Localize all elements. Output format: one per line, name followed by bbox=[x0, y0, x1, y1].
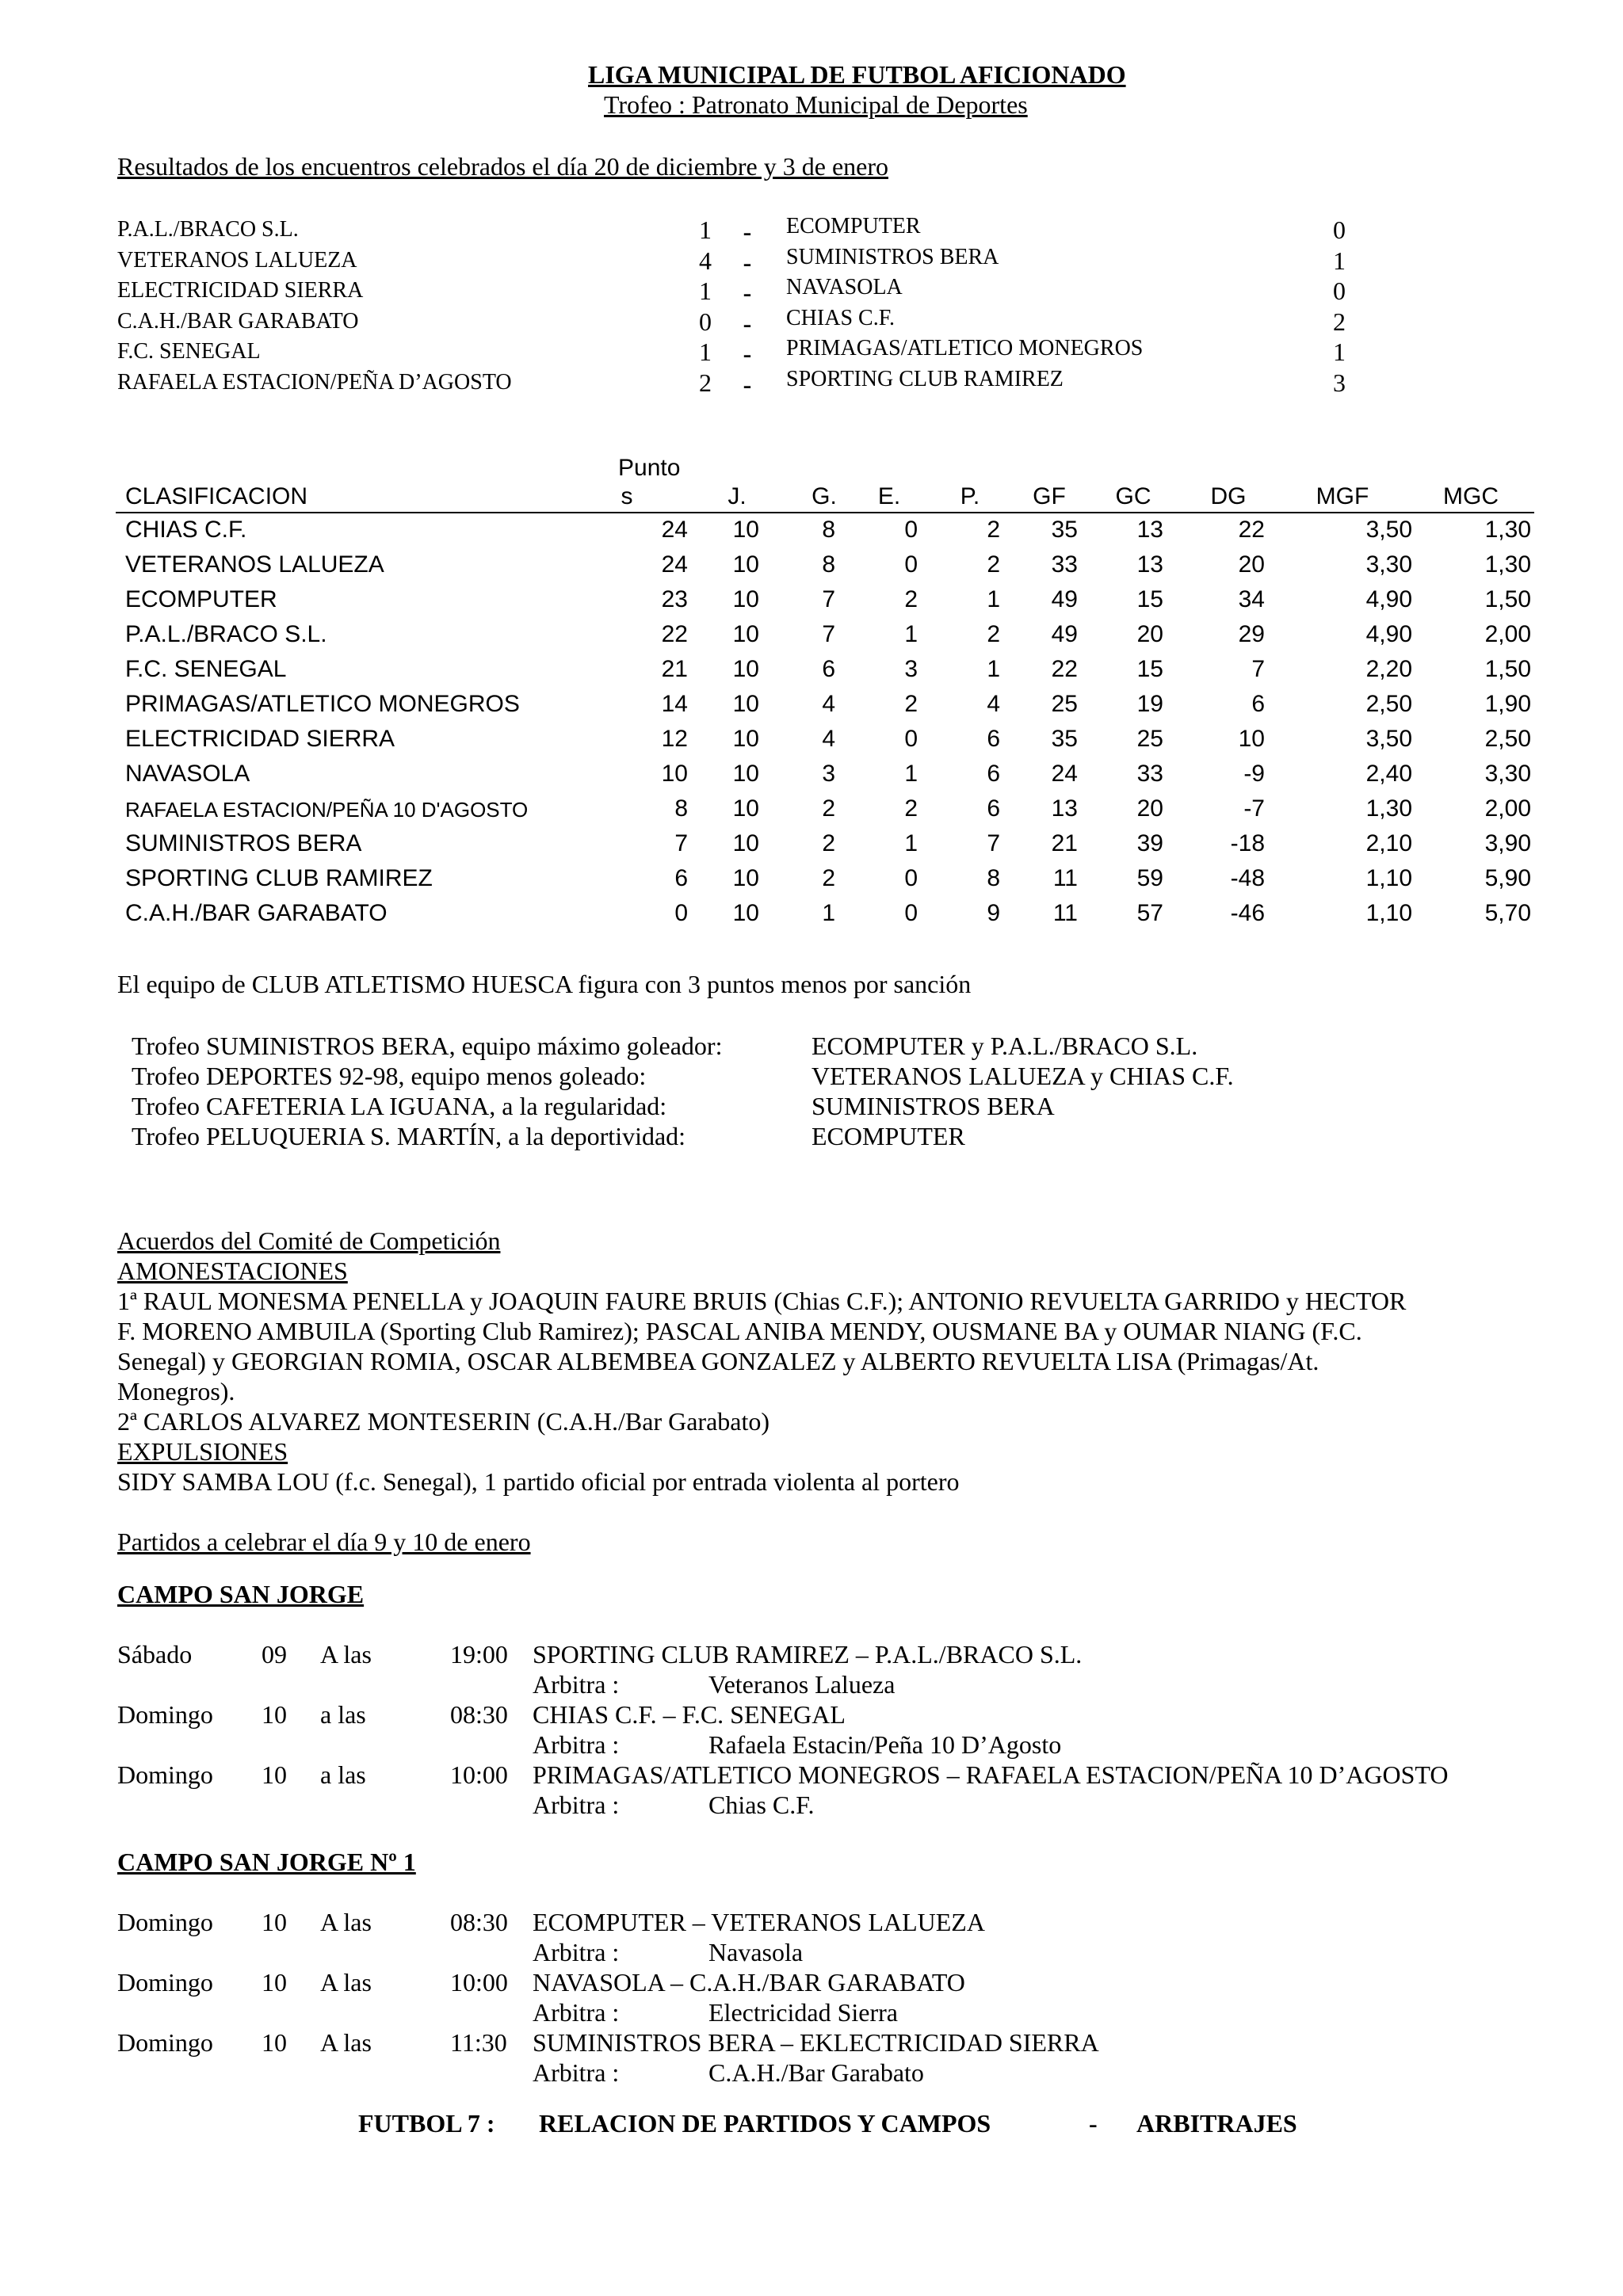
match-time: 08:30 bbox=[450, 1908, 508, 1936]
standings-e: 0 bbox=[904, 551, 918, 578]
match-date: 09 bbox=[262, 1640, 287, 1669]
footer-dash: - bbox=[1089, 2109, 1098, 2138]
match-at: A las bbox=[320, 1968, 372, 1997]
standings-team: ELECTRICIDAD SIERRA bbox=[125, 726, 395, 752]
warnings-line: F. MORENO AMBUILA (Sporting Club Ramirez); PASCAL ANIBA MENDY, OUSMANE BA y OUMAR NIANG (F.C. bbox=[117, 1317, 1362, 1345]
standings-pts: 24 bbox=[661, 551, 688, 578]
result-separator: - bbox=[743, 278, 752, 307]
match-time: 10:00 bbox=[450, 1760, 508, 1789]
result-home-score: 0 bbox=[699, 307, 712, 336]
standings-dg: 7 bbox=[1251, 656, 1265, 682]
match-referee: C.A.H./Bar Garabato bbox=[708, 2058, 924, 2087]
standings-p: 1 bbox=[987, 656, 1000, 682]
standings-gf: 35 bbox=[1051, 517, 1078, 543]
trophy-winner: SUMINISTROS BERA bbox=[812, 1092, 1055, 1120]
standings-dg: -46 bbox=[1230, 900, 1265, 926]
standings-gf: 49 bbox=[1051, 586, 1078, 612]
standings-gc: 25 bbox=[1136, 726, 1163, 752]
standings-e: 0 bbox=[904, 900, 918, 926]
standings-dg: -7 bbox=[1243, 795, 1265, 822]
warnings-line: 2ª CARLOS ALVAREZ MONTESERIN (C.A.H./Bar Garabato) bbox=[117, 1407, 770, 1436]
result-away-score: 1 bbox=[1333, 338, 1346, 366]
standings-j: 10 bbox=[732, 830, 759, 856]
standings-j: 10 bbox=[732, 656, 759, 682]
standings-j: 10 bbox=[732, 551, 759, 578]
standings-g: 8 bbox=[822, 551, 835, 578]
standings-p: 2 bbox=[987, 517, 1000, 543]
standings-gf: 11 bbox=[1052, 900, 1078, 926]
standings-header-gc: GC bbox=[1115, 483, 1151, 509]
standings-e: 0 bbox=[904, 865, 918, 891]
standings-team: C.A.H./BAR GARABATO bbox=[125, 900, 388, 926]
standings-team: SUMINISTROS BERA bbox=[125, 830, 362, 856]
match-day: Domingo bbox=[117, 1968, 213, 1997]
standings-header-team: CLASIFICACION bbox=[125, 483, 308, 509]
standings-g: 2 bbox=[822, 795, 835, 822]
standings-mgc: 1,30 bbox=[1484, 517, 1531, 543]
standings-team: RAFAELA ESTACION/PEÑA 10 D'AGOSTO bbox=[125, 798, 529, 822]
standings-pts: 7 bbox=[674, 830, 688, 856]
sanction-note: El equipo de CLUB ATLETISMO HUESCA figura con 3 puntos menos por sanción bbox=[117, 970, 972, 998]
standings-gc: 57 bbox=[1136, 900, 1163, 926]
standings-e: 2 bbox=[904, 691, 918, 717]
standings-e: 2 bbox=[904, 795, 918, 822]
match-referee-label: Arbitra : bbox=[533, 2058, 620, 2087]
standings-g: 2 bbox=[822, 865, 835, 891]
result-home-score: 1 bbox=[699, 215, 712, 244]
standings-e: 2 bbox=[904, 586, 918, 612]
standings-mgc: 2,50 bbox=[1484, 726, 1531, 752]
standings-header-dg: DG bbox=[1210, 483, 1247, 509]
schedule-heading: Partidos a celebrar el día 9 y 10 de enero bbox=[117, 1527, 531, 1556]
standings-p: 6 bbox=[987, 726, 1000, 752]
result-home-score: 4 bbox=[699, 246, 712, 275]
result-separator: - bbox=[743, 370, 752, 399]
result-home-team: VETERANOS LALUEZA bbox=[117, 248, 357, 273]
standings-team: ECOMPUTER bbox=[125, 586, 277, 612]
match-day: Sábado bbox=[117, 1640, 193, 1669]
standings-gf: 13 bbox=[1051, 795, 1078, 822]
trophy-label: Trofeo SUMINISTROS BERA, equipo máximo goleador: bbox=[132, 1032, 723, 1060]
standings-gf: 24 bbox=[1051, 761, 1078, 787]
trophy-label: Trofeo CAFETERIA LA IGUANA, a la regularidad: bbox=[132, 1092, 667, 1120]
warnings-heading: AMONESTACIONES bbox=[117, 1257, 348, 1285]
match-referee: Electricidad Sierra bbox=[708, 1998, 898, 2027]
match-time: 19:00 bbox=[450, 1640, 508, 1669]
standings-mgf: 2,40 bbox=[1365, 761, 1412, 787]
standings-e: 0 bbox=[904, 726, 918, 752]
match-referee: Navasola bbox=[708, 1938, 804, 1966]
match-time: 08:30 bbox=[450, 1700, 508, 1729]
match-referee-label: Arbitra : bbox=[533, 1670, 620, 1699]
standings-dg: 22 bbox=[1238, 517, 1265, 543]
result-away-score: 3 bbox=[1333, 368, 1346, 397]
standings-dg: -48 bbox=[1230, 865, 1265, 891]
match-referee-label: Arbitra : bbox=[533, 1791, 620, 1819]
standings-e: 1 bbox=[904, 621, 918, 647]
match-at: A las bbox=[320, 1640, 372, 1669]
standings-pts: 8 bbox=[674, 795, 688, 822]
standings-g: 8 bbox=[822, 517, 835, 543]
standings-mgc: 5,90 bbox=[1484, 865, 1531, 891]
standings-mgf: 2,10 bbox=[1365, 830, 1412, 856]
result-away-team: SUMINISTROS BERA bbox=[786, 245, 999, 269]
standings-p: 2 bbox=[987, 621, 1000, 647]
result-away-score: 0 bbox=[1333, 277, 1346, 305]
standings-dg: 6 bbox=[1251, 691, 1265, 717]
standings-pts: 0 bbox=[674, 900, 688, 926]
result-separator: - bbox=[743, 339, 752, 368]
standings-team: SPORTING CLUB RAMIREZ bbox=[125, 865, 433, 891]
result-home-team: ELECTRICIDAD SIERRA bbox=[117, 278, 364, 303]
standings-e: 0 bbox=[904, 517, 918, 543]
standings-dg: 34 bbox=[1238, 586, 1265, 612]
result-home-score: 1 bbox=[699, 277, 712, 305]
match-day: Domingo bbox=[117, 1908, 213, 1936]
standings-mgf: 1,10 bbox=[1365, 900, 1412, 926]
standings-header-mgf: MGF bbox=[1316, 483, 1369, 509]
results-heading: Resultados de los encuentros celebrados el día 20 de diciembre y 3 de enero bbox=[117, 152, 888, 181]
document-title: LIGA MUNICIPAL DE FUTBOL AFICIONADO bbox=[588, 60, 1126, 89]
result-home-team: P.A.L./BRACO S.L. bbox=[117, 217, 299, 242]
result-separator: - bbox=[743, 217, 752, 246]
expulsions-line: SIDY SAMBA LOU (f.c. Senegal), 1 partido oficial por entrada violenta al portero bbox=[117, 1467, 960, 1496]
standings-mgc: 5,70 bbox=[1484, 900, 1531, 926]
standings-dg: 20 bbox=[1238, 551, 1265, 578]
standings-p: 1 bbox=[987, 586, 1000, 612]
footer-futbol7: FUTBOL 7 : bbox=[358, 2109, 495, 2138]
match-date: 10 bbox=[262, 2028, 287, 2057]
standings-header-pts: s bbox=[621, 483, 633, 509]
standings-dg: -9 bbox=[1243, 761, 1265, 787]
standings-mgf: 1,30 bbox=[1365, 795, 1412, 822]
match-referee-label: Arbitra : bbox=[533, 1938, 620, 1966]
match-teams: SUMINISTROS BERA – EKLECTRICIDAD SIERRA bbox=[533, 2028, 1099, 2057]
standings-gf: 33 bbox=[1051, 551, 1078, 578]
standings-gc: 39 bbox=[1136, 830, 1163, 856]
standings-mgf: 3,50 bbox=[1365, 517, 1412, 543]
standings-pts: 12 bbox=[661, 726, 688, 752]
standings-mgf: 2,20 bbox=[1365, 656, 1412, 682]
standings-header-rule bbox=[116, 512, 1534, 513]
standings-gf: 11 bbox=[1052, 865, 1078, 891]
match-referee-label: Arbitra : bbox=[533, 1730, 620, 1759]
standings-j: 10 bbox=[732, 795, 759, 822]
field-name: CAMPO SAN JORGE Nº 1 bbox=[117, 1848, 416, 1876]
standings-team: PRIMAGAS/ATLETICO MONEGROS bbox=[125, 691, 520, 717]
standings-gc: 13 bbox=[1136, 517, 1163, 543]
standings-j: 10 bbox=[732, 517, 759, 543]
standings-mgc: 3,90 bbox=[1484, 830, 1531, 856]
standings-team: CHIAS C.F. bbox=[125, 517, 247, 543]
match-teams: PRIMAGAS/ATLETICO MONEGROS – RAFAELA ESTACION/PEÑA 10 D’AGOSTO bbox=[533, 1760, 1449, 1789]
standings-header-gf: GF bbox=[1033, 483, 1066, 509]
standings-pts: 21 bbox=[661, 656, 688, 682]
standings-gf: 22 bbox=[1051, 656, 1078, 682]
standings-gc: 15 bbox=[1136, 656, 1163, 682]
standings-gc: 20 bbox=[1136, 621, 1163, 647]
trophy-winner: VETERANOS LALUEZA y CHIAS C.F. bbox=[812, 1062, 1234, 1090]
standings-pts: 24 bbox=[661, 517, 688, 543]
match-referee: Chias C.F. bbox=[708, 1791, 815, 1819]
standings-gf: 21 bbox=[1051, 830, 1078, 856]
result-away-score: 0 bbox=[1333, 215, 1346, 244]
standings-p: 8 bbox=[987, 865, 1000, 891]
standings-header-mgc: MGC bbox=[1443, 483, 1499, 509]
field-name: CAMPO SAN JORGE bbox=[117, 1580, 365, 1608]
standings-header-e: E. bbox=[877, 483, 901, 509]
trophy-winner: ECOMPUTER y P.A.L./BRACO S.L. bbox=[812, 1032, 1198, 1060]
match-day: Domingo bbox=[117, 1760, 213, 1789]
standings-gf: 25 bbox=[1051, 691, 1078, 717]
standings-g: 7 bbox=[822, 621, 835, 647]
document-subtitle: Trofeo : Patronato Municipal de Deportes bbox=[604, 90, 1028, 119]
standings-g: 4 bbox=[822, 726, 835, 752]
standings-mgc: 2,00 bbox=[1484, 621, 1531, 647]
standings-j: 10 bbox=[732, 586, 759, 612]
standings-j: 10 bbox=[732, 900, 759, 926]
standings-mgf: 1,10 bbox=[1365, 865, 1412, 891]
standings-g: 4 bbox=[822, 691, 835, 717]
standings-header-j: J. bbox=[727, 483, 747, 509]
standings-e: 1 bbox=[904, 830, 918, 856]
match-day: Domingo bbox=[117, 1700, 213, 1729]
result-separator: - bbox=[743, 309, 752, 338]
result-away-team: CHIAS C.F. bbox=[786, 306, 896, 330]
standings-p: 2 bbox=[987, 551, 1000, 578]
result-away-score: 1 bbox=[1333, 246, 1346, 275]
standings-pts: 22 bbox=[661, 621, 688, 647]
standings-j: 10 bbox=[732, 865, 759, 891]
standings-mgc: 2,00 bbox=[1484, 795, 1531, 822]
standings-mgc: 1,90 bbox=[1484, 691, 1531, 717]
result-home-team: RAFAELA ESTACION/PEÑA D’AGOSTO bbox=[117, 370, 512, 395]
standings-j: 10 bbox=[732, 761, 759, 787]
standings-mgf: 2,50 bbox=[1365, 691, 1412, 717]
standings-header-p: P. bbox=[960, 483, 980, 509]
standings-team: F.C. SENEGAL bbox=[125, 656, 287, 682]
standings-p: 9 bbox=[987, 900, 1000, 926]
standings-j: 10 bbox=[732, 726, 759, 752]
committee-heading: Acuerdos del Comité de Competición bbox=[117, 1226, 501, 1255]
warnings-line: 1ª RAUL MONESMA PENELLA y JOAQUIN FAURE BRUIS (Chias C.F.); ANTONIO REVUELTA GARRIDO y HECTOR bbox=[117, 1287, 1407, 1315]
standings-team: NAVASOLA bbox=[125, 761, 250, 787]
standings-gc: 15 bbox=[1136, 586, 1163, 612]
standings-gc: 19 bbox=[1136, 691, 1163, 717]
standings-e: 1 bbox=[904, 761, 918, 787]
warnings-line: Senegal) y GEORGIAN ROMIA, OSCAR ALBEMBEA GONZALEZ y ALBERTO REVUELTA LISA (Primagas/At. bbox=[117, 1347, 1319, 1375]
standings-gc: 33 bbox=[1136, 761, 1163, 787]
match-referee: Rafaela Estacin/Peña 10 D’Agosto bbox=[708, 1730, 1062, 1759]
standings-mgf: 4,90 bbox=[1365, 621, 1412, 647]
standings-team: VETERANOS LALUEZA bbox=[125, 551, 384, 578]
result-separator: - bbox=[743, 248, 752, 277]
match-date: 10 bbox=[262, 1700, 287, 1729]
standings-mgc: 1,50 bbox=[1484, 656, 1531, 682]
result-away-team: ECOMPUTER bbox=[786, 214, 921, 238]
match-day: Domingo bbox=[117, 2028, 213, 2057]
standings-g: 6 bbox=[822, 656, 835, 682]
result-home-score: 2 bbox=[699, 368, 712, 397]
standings-header-g: G. bbox=[812, 483, 837, 509]
match-date: 10 bbox=[262, 1760, 287, 1789]
match-time: 11:30 bbox=[450, 2028, 507, 2057]
footer-arbitrajes: ARBITRAJES bbox=[1136, 2109, 1297, 2138]
standings-mgf: 4,90 bbox=[1365, 586, 1412, 612]
standings-team: P.A.L./BRACO S.L. bbox=[125, 621, 327, 647]
trophy-label: Trofeo DEPORTES 92-98, equipo menos goleado: bbox=[132, 1062, 647, 1090]
standings-pts: 14 bbox=[661, 691, 688, 717]
standings-mgf: 3,50 bbox=[1365, 726, 1412, 752]
match-at: a las bbox=[320, 1760, 366, 1789]
result-home-team: C.A.H./BAR GARABATO bbox=[117, 309, 359, 334]
match-time: 10:00 bbox=[450, 1968, 508, 1997]
result-away-team: PRIMAGAS/ATLETICO MONEGROS bbox=[786, 336, 1144, 360]
standings-dg: -18 bbox=[1230, 830, 1265, 856]
footer-relacion: RELACION DE PARTIDOS Y CAMPOS bbox=[539, 2109, 991, 2138]
standings-g: 2 bbox=[822, 830, 835, 856]
trophy-label: Trofeo PELUQUERIA S. MARTÍN, a la deportividad: bbox=[132, 1122, 686, 1150]
standings-gc: 20 bbox=[1136, 795, 1163, 822]
match-at: A las bbox=[320, 1908, 372, 1936]
trophy-winner: ECOMPUTER bbox=[812, 1122, 965, 1150]
match-teams: ECOMPUTER – VETERANOS LALUEZA bbox=[533, 1908, 985, 1936]
standings-pts: 6 bbox=[674, 865, 688, 891]
standings-gf: 49 bbox=[1051, 621, 1078, 647]
standings-mgc: 3,30 bbox=[1484, 761, 1531, 787]
match-referee-label: Arbitra : bbox=[533, 1998, 620, 2027]
match-teams: SPORTING CLUB RAMIREZ – P.A.L./BRACO S.L. bbox=[533, 1640, 1083, 1669]
match-date: 10 bbox=[262, 1968, 287, 1997]
standings-g: 7 bbox=[822, 586, 835, 612]
match-referee: Veteranos Lalueza bbox=[708, 1670, 896, 1699]
match-teams: CHIAS C.F. – F.C. SENEGAL bbox=[533, 1700, 846, 1729]
expulsions-heading: EXPULSIONES bbox=[117, 1437, 288, 1466]
standings-header-points-top: Punto bbox=[618, 455, 681, 481]
standings-pts: 10 bbox=[661, 761, 688, 787]
standings-pts: 23 bbox=[661, 586, 688, 612]
result-away-team: SPORTING CLUB RAMIREZ bbox=[786, 367, 1064, 391]
result-home-team: F.C. SENEGAL bbox=[117, 339, 261, 364]
standings-g: 1 bbox=[822, 900, 835, 926]
match-teams: NAVASOLA – C.A.H./BAR GARABATO bbox=[533, 1968, 965, 1997]
result-away-team: NAVASOLA bbox=[786, 275, 903, 299]
match-at: A las bbox=[320, 2028, 372, 2057]
standings-dg: 10 bbox=[1238, 726, 1265, 752]
standings-p: 6 bbox=[987, 761, 1000, 787]
result-away-score: 2 bbox=[1333, 307, 1346, 336]
standings-p: 4 bbox=[987, 691, 1000, 717]
standings-mgc: 1,50 bbox=[1484, 586, 1531, 612]
result-home-score: 1 bbox=[699, 338, 712, 366]
standings-p: 7 bbox=[987, 830, 1000, 856]
match-at: a las bbox=[320, 1700, 366, 1729]
standings-mgc: 1,30 bbox=[1484, 551, 1531, 578]
standings-gc: 59 bbox=[1136, 865, 1163, 891]
standings-dg: 29 bbox=[1238, 621, 1265, 647]
match-date: 10 bbox=[262, 1908, 287, 1936]
standings-mgf: 3,30 bbox=[1365, 551, 1412, 578]
standings-g: 3 bbox=[822, 761, 835, 787]
standings-e: 3 bbox=[904, 656, 918, 682]
standings-gc: 13 bbox=[1136, 551, 1163, 578]
warnings-line: Monegros). bbox=[117, 1377, 235, 1405]
standings-j: 10 bbox=[732, 691, 759, 717]
standings-gf: 35 bbox=[1051, 726, 1078, 752]
standings-p: 6 bbox=[987, 795, 1000, 822]
standings-j: 10 bbox=[732, 621, 759, 647]
